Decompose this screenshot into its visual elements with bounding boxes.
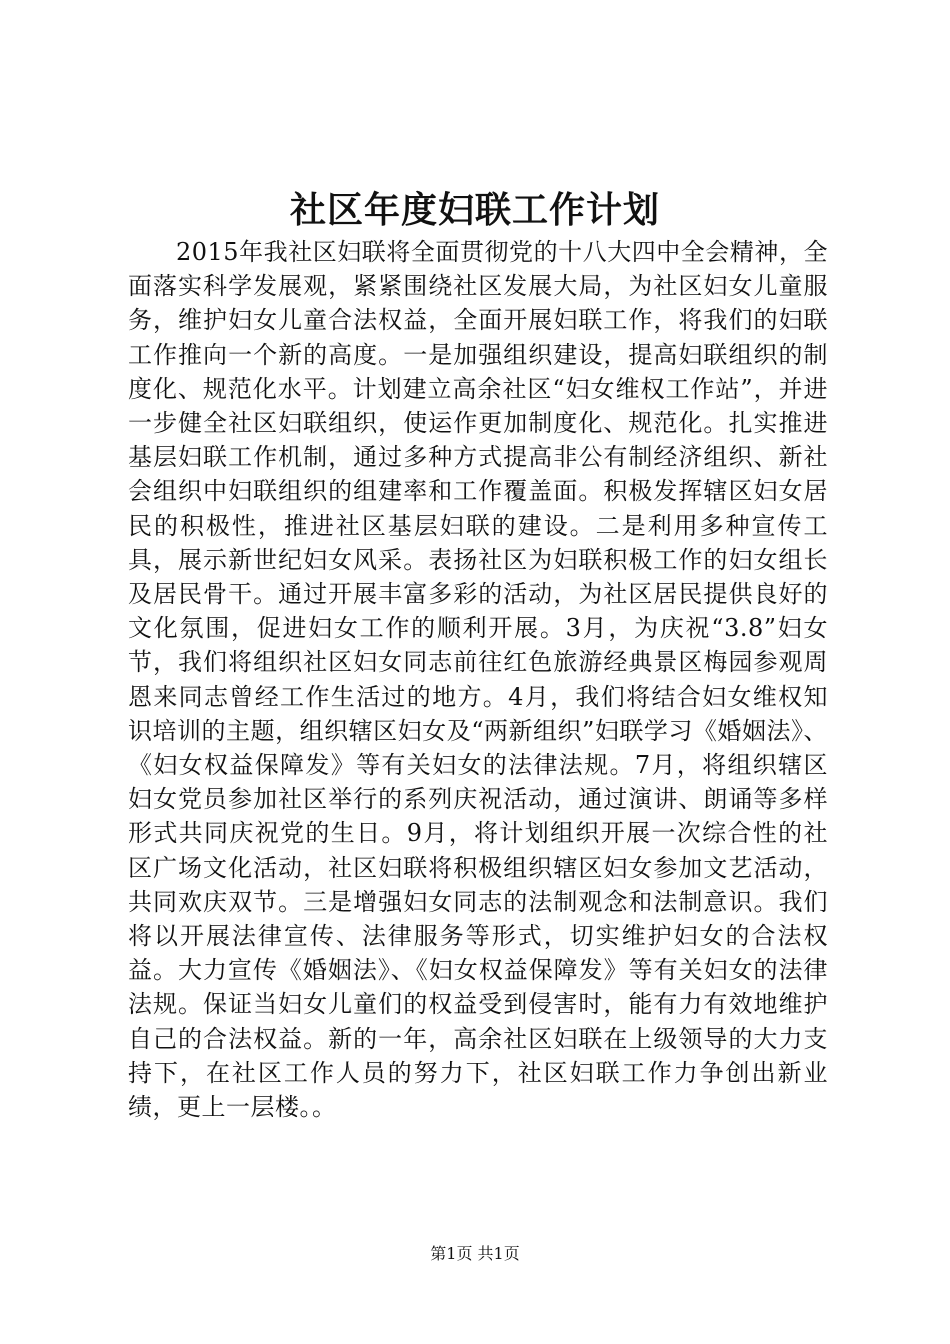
page-footer: 第1页 共1页 — [430, 1244, 520, 1263]
document-title: 社区年度妇联工作计划 — [289, 189, 660, 231]
document-body-paragraph: 2015年我社区妇联将全面贯彻党的十八大四中全会精神，全面落实科学发展观，紧紧围绕社区发展大局，为社区妇女儿童服务，维护妇女儿童合法权益，全面开展妇联工作，将我们的妇联工作推向一个新的高度。一是加强组织建设，提高妇联组织的制度化、规范化水平。计划建立高余社区“妇女维权工作站”，并进一步健全社区妇联组织，使运作更加制度化、规范化。扎实推进基层妇联工作机制，通过多种方式提高非公有制经济组织、新社会组织中妇联组织的组建率和工作覆盖面。积极发挥辖区妇女居民的积极性，推进社区基层妇联的建设。二是利用多种宣传工具，展示新世纪妇女风采。表扬社区为妇联积极工作的妇女组长及居民骨干。通过开展丰富多彩的活动，为社区居民提供良好的文化氛围，促进妇女工作的顺利开展。3月，为庆祝“3.8”妇女节，我们将组织社区妇女同志前往红色旅游经典景区梅园参观周恩来同志曾经工作生活过的地方。4月，我们将结合妇女维权知识培训的主题，组织辖区妇女及“两新组织”妇联学习《婚姻法》、《妇女权益保障发》等有关妇女的法律法规。7月，将组织辖区妇女党员参加社区举行的系列庆祝活动，通过演讲、朗诵等多样形式共同庆祝党的生日。9月，将计划组织开展一次综合性的社区广场文化活动，社区妇联将积极组织辖区妇女参加文艺活动，共同欢庆双节。三是增强妇女同志的法制观念和法制意识。我们将以开展法律宣传、法律服务等形式，切实维护妇女的合法权益。大力宣传《婚姻法》、《妇女权益保障发》等有关妇女的法律法规。保证当妇女儿童们的权益受到侵害时，能有力有效地维护自己的合法权益。新的一年，高余社区妇联在上级领导的大力支持下，在社区工作人员的努力下，社区妇联工作力争创出新业绩，更上一层楼。。 — [128, 238, 828, 1122]
